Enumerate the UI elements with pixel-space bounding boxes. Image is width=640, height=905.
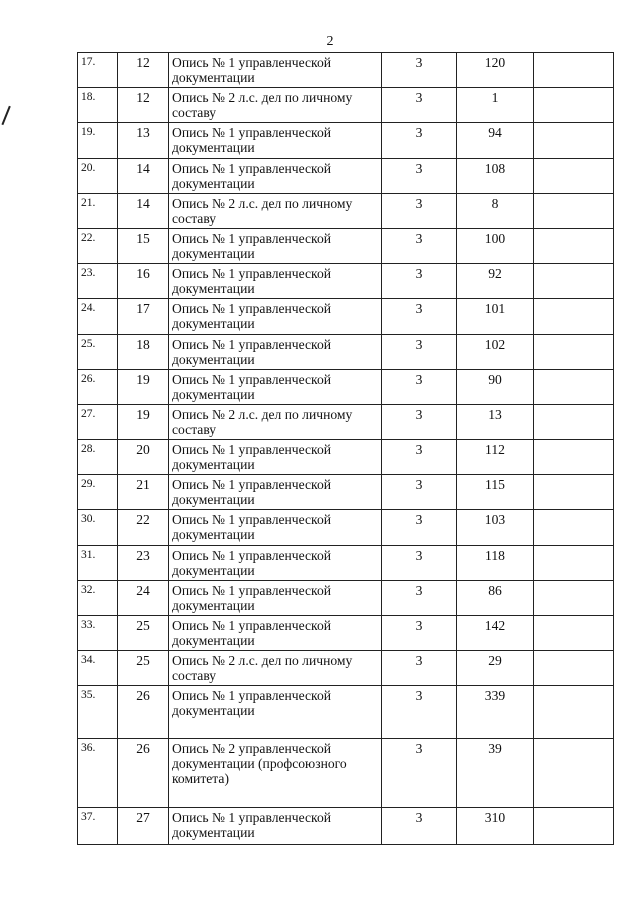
file-count: 100 bbox=[457, 228, 534, 263]
section-number: 3 bbox=[382, 228, 457, 263]
row-number: 37. bbox=[78, 808, 118, 845]
notes-cell bbox=[534, 228, 614, 263]
inventory-title: Опись № 1 управленческой документации bbox=[169, 808, 382, 845]
margin-pen-mark bbox=[1, 106, 13, 126]
notes-cell bbox=[534, 440, 614, 475]
fund-number: 20 bbox=[118, 440, 169, 475]
file-count: 1 bbox=[457, 88, 534, 123]
notes-cell bbox=[534, 739, 614, 808]
inventory-title: Опись № 2 л.с. дел по личному составу bbox=[169, 404, 382, 439]
section-number: 3 bbox=[382, 739, 457, 808]
table-row bbox=[78, 545, 614, 580]
fund-number: 21 bbox=[118, 475, 169, 510]
notes-cell bbox=[534, 510, 614, 545]
table-row bbox=[78, 158, 614, 193]
table-row bbox=[78, 299, 614, 334]
fund-number: 22 bbox=[118, 510, 169, 545]
fund-number: 27 bbox=[118, 808, 169, 845]
file-count: 90 bbox=[457, 369, 534, 404]
row-number: 29. bbox=[78, 475, 118, 510]
file-count: 120 bbox=[457, 53, 534, 88]
fund-number: 14 bbox=[118, 158, 169, 193]
notes-cell bbox=[534, 404, 614, 439]
fund-number: 26 bbox=[118, 686, 169, 739]
file-count: 339 bbox=[457, 686, 534, 739]
section-number: 3 bbox=[382, 510, 457, 545]
notes-cell bbox=[534, 123, 614, 158]
row-number: 21. bbox=[78, 193, 118, 228]
fund-number: 16 bbox=[118, 264, 169, 299]
table-row bbox=[78, 404, 614, 439]
file-count: 29 bbox=[457, 651, 534, 686]
section-number: 3 bbox=[382, 651, 457, 686]
section-number: 3 bbox=[382, 158, 457, 193]
row-number: 19. bbox=[78, 123, 118, 158]
inventory-title: Опись № 1 управленческой документации bbox=[169, 228, 382, 263]
fund-number: 17 bbox=[118, 299, 169, 334]
fund-number: 19 bbox=[118, 369, 169, 404]
file-count: 142 bbox=[457, 616, 534, 651]
inventory-title: Опись № 1 управленческой документации bbox=[169, 299, 382, 334]
table-row bbox=[78, 123, 614, 158]
inventory-table bbox=[77, 52, 614, 845]
inventory-title: Опись № 2 л.с. дел по личному составу bbox=[169, 88, 382, 123]
row-number: 18. bbox=[78, 88, 118, 123]
row-number: 26. bbox=[78, 369, 118, 404]
table-row bbox=[78, 475, 614, 510]
row-number: 23. bbox=[78, 264, 118, 299]
inventory-title: Опись № 1 управленческой документации bbox=[169, 510, 382, 545]
section-number: 3 bbox=[382, 440, 457, 475]
table-row bbox=[78, 53, 614, 88]
fund-number: 12 bbox=[118, 53, 169, 88]
section-number: 3 bbox=[382, 616, 457, 651]
file-count: 103 bbox=[457, 510, 534, 545]
row-number: 30. bbox=[78, 510, 118, 545]
fund-number: 25 bbox=[118, 616, 169, 651]
table-row bbox=[78, 808, 614, 845]
row-number: 31. bbox=[78, 545, 118, 580]
row-number: 32. bbox=[78, 580, 118, 615]
table-row bbox=[78, 369, 614, 404]
notes-cell bbox=[534, 53, 614, 88]
notes-cell bbox=[534, 580, 614, 615]
inventory-title: Опись № 1 управленческой документации bbox=[169, 369, 382, 404]
section-number: 3 bbox=[382, 299, 457, 334]
notes-cell bbox=[534, 475, 614, 510]
section-number: 3 bbox=[382, 88, 457, 123]
file-count: 102 bbox=[457, 334, 534, 369]
fund-number: 23 bbox=[118, 545, 169, 580]
file-count: 92 bbox=[457, 264, 534, 299]
inventory-title: Опись № 1 управленческой документации bbox=[169, 334, 382, 369]
section-number: 3 bbox=[382, 808, 457, 845]
inventory-title: Опись № 1 управленческой документации bbox=[169, 158, 382, 193]
file-count: 39 bbox=[457, 739, 534, 808]
section-number: 3 bbox=[382, 475, 457, 510]
section-number: 3 bbox=[382, 545, 457, 580]
table-row bbox=[78, 686, 614, 739]
file-count: 13 bbox=[457, 404, 534, 439]
row-number: 34. bbox=[78, 651, 118, 686]
table-row bbox=[78, 88, 614, 123]
table-row bbox=[78, 334, 614, 369]
row-number: 36. bbox=[78, 739, 118, 808]
notes-cell bbox=[534, 334, 614, 369]
section-number: 3 bbox=[382, 334, 457, 369]
file-count: 310 bbox=[457, 808, 534, 845]
section-number: 3 bbox=[382, 686, 457, 739]
row-number: 27. bbox=[78, 404, 118, 439]
file-count: 118 bbox=[457, 545, 534, 580]
notes-cell bbox=[534, 193, 614, 228]
inventory-title: Опись № 1 управленческой документации bbox=[169, 580, 382, 615]
fund-number: 26 bbox=[118, 739, 169, 808]
table-row bbox=[78, 440, 614, 475]
inventory-title: Опись № 1 управленческой документации bbox=[169, 53, 382, 88]
fund-number: 18 bbox=[118, 334, 169, 369]
fund-number: 14 bbox=[118, 193, 169, 228]
row-number: 17. bbox=[78, 53, 118, 88]
row-number: 24. bbox=[78, 299, 118, 334]
notes-cell bbox=[534, 686, 614, 739]
inventory-title: Опись № 1 управленческой документации bbox=[169, 264, 382, 299]
inventory-title: Опись № 1 управленческой документации bbox=[169, 686, 382, 739]
inventory-title: Опись № 1 управленческой документации bbox=[169, 123, 382, 158]
section-number: 3 bbox=[382, 580, 457, 615]
notes-cell bbox=[534, 88, 614, 123]
notes-cell bbox=[534, 651, 614, 686]
table-row bbox=[78, 193, 614, 228]
inventory-title: Опись № 2 управленческой документации (профсоюзного комитета) bbox=[169, 739, 382, 808]
inventory-title: Опись № 1 управленческой документации bbox=[169, 545, 382, 580]
file-count: 8 bbox=[457, 193, 534, 228]
file-count: 86 bbox=[457, 580, 534, 615]
section-number: 3 bbox=[382, 123, 457, 158]
section-number: 3 bbox=[382, 193, 457, 228]
table-row bbox=[78, 616, 614, 651]
notes-cell bbox=[534, 545, 614, 580]
file-count: 108 bbox=[457, 158, 534, 193]
fund-number: 12 bbox=[118, 88, 169, 123]
fund-number: 15 bbox=[118, 228, 169, 263]
row-number: 28. bbox=[78, 440, 118, 475]
section-number: 3 bbox=[382, 369, 457, 404]
row-number: 22. bbox=[78, 228, 118, 263]
notes-cell bbox=[534, 264, 614, 299]
fund-number: 19 bbox=[118, 404, 169, 439]
row-number: 20. bbox=[78, 158, 118, 193]
file-count: 94 bbox=[457, 123, 534, 158]
section-number: 3 bbox=[382, 264, 457, 299]
inventory-title: Опись № 1 управленческой документации bbox=[169, 616, 382, 651]
file-count: 112 bbox=[457, 440, 534, 475]
inventory-title: Опись № 1 управленческой документации bbox=[169, 475, 382, 510]
notes-cell bbox=[534, 299, 614, 334]
section-number: 3 bbox=[382, 404, 457, 439]
section-number: 3 bbox=[382, 53, 457, 88]
file-count: 115 bbox=[457, 475, 534, 510]
page-number: 2 bbox=[326, 34, 334, 49]
row-number: 25. bbox=[78, 334, 118, 369]
inventory-title: Опись № 2 л.с. дел по личному составу bbox=[169, 651, 382, 686]
inventory-title: Опись № 2 л.с. дел по личному составу bbox=[169, 193, 382, 228]
table-row bbox=[78, 651, 614, 686]
row-number: 35. bbox=[78, 686, 118, 739]
table-row bbox=[78, 580, 614, 615]
inventory-title: Опись № 1 управленческой документации bbox=[169, 440, 382, 475]
fund-number: 13 bbox=[118, 123, 169, 158]
notes-cell bbox=[534, 158, 614, 193]
notes-cell bbox=[534, 616, 614, 651]
row-number: 33. bbox=[78, 616, 118, 651]
file-count: 101 bbox=[457, 299, 534, 334]
fund-number: 24 bbox=[118, 580, 169, 615]
notes-cell bbox=[534, 808, 614, 845]
fund-number: 25 bbox=[118, 651, 169, 686]
notes-cell bbox=[534, 369, 614, 404]
table-row bbox=[78, 264, 614, 299]
table-row bbox=[78, 510, 614, 545]
table-row bbox=[78, 228, 614, 263]
table-row bbox=[78, 739, 614, 808]
